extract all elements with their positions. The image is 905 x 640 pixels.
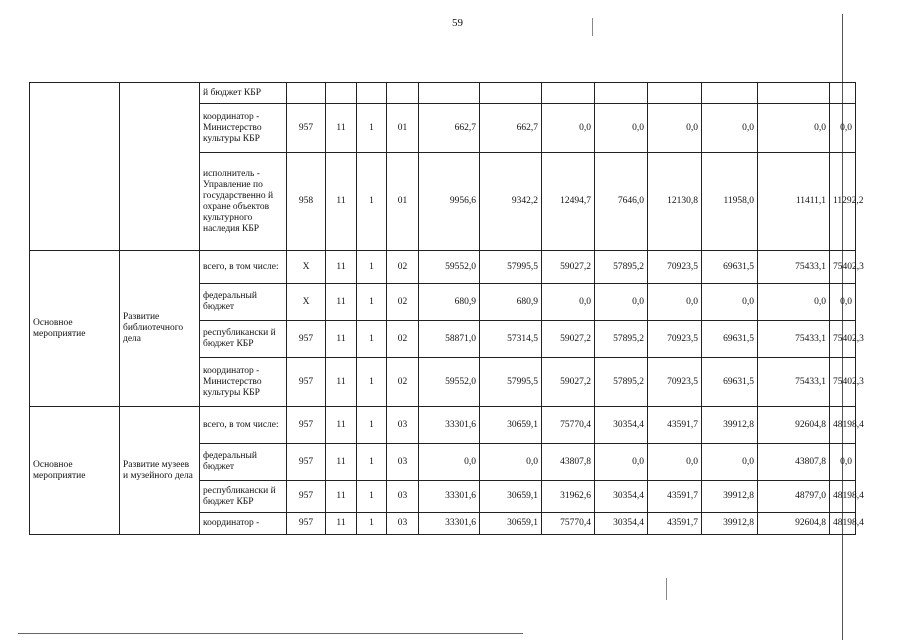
value-cell: 75770,4 xyxy=(542,407,595,444)
value-cell xyxy=(480,83,542,104)
value-cell: 0,0 xyxy=(830,444,856,481)
value-cell: 43591,7 xyxy=(648,407,702,444)
name-cell-empty xyxy=(120,83,200,251)
rz-cell: 11 xyxy=(326,153,357,251)
value-cell: 0,0 xyxy=(480,444,542,481)
event-name-cell: Развитие музеев и музейного дела xyxy=(120,407,200,535)
table-row xyxy=(30,83,856,104)
cs-cell: 01 xyxy=(387,153,419,251)
event-name-cell: Развитие библиотечного дела xyxy=(120,251,200,407)
value-cell xyxy=(595,83,648,104)
rz-cell: 11 xyxy=(326,481,357,513)
value-cell: 70923,5 xyxy=(648,358,702,407)
value-cell: 30354,4 xyxy=(595,481,648,513)
value-cell: 0,0 xyxy=(702,284,758,321)
value-cell: 30659,1 xyxy=(480,513,542,535)
value-cell: 75433,1 xyxy=(758,321,830,358)
cs-cell: 02 xyxy=(387,321,419,358)
scan-artifact xyxy=(666,578,667,600)
rz-cell: 11 xyxy=(326,104,357,153)
value-cell: 58871,0 xyxy=(419,321,480,358)
value-cell: 57995,5 xyxy=(480,251,542,284)
grbs-cell: 957 xyxy=(287,444,326,481)
value-cell: 0,0 xyxy=(702,104,758,153)
value-cell: 0,0 xyxy=(830,284,856,321)
value-cell: 9956,6 xyxy=(419,153,480,251)
pr-cell: 1 xyxy=(357,284,387,321)
value-cell: 43591,7 xyxy=(648,513,702,535)
value-cell: 11411,1 xyxy=(758,153,830,251)
value-cell: 31962,6 xyxy=(542,481,595,513)
pr-cell: 1 xyxy=(357,481,387,513)
value-cell: 57314,5 xyxy=(480,321,542,358)
grbs-cell: 957 xyxy=(287,104,326,153)
value-cell xyxy=(419,83,480,104)
grbs-cell: 957 xyxy=(287,407,326,444)
value-cell: 30659,1 xyxy=(480,407,542,444)
value-cell: 48198,4 xyxy=(830,481,856,513)
value-cell: 57895,2 xyxy=(595,358,648,407)
value-cell: 59027,2 xyxy=(542,358,595,407)
value-cell: 0,0 xyxy=(758,104,830,153)
value-cell: 12130,8 xyxy=(648,153,702,251)
pr-cell: 1 xyxy=(357,153,387,251)
value-cell: 57995,5 xyxy=(480,358,542,407)
value-cell: 662,7 xyxy=(419,104,480,153)
value-cell: 92604,8 xyxy=(758,513,830,535)
value-cell: 0,0 xyxy=(830,104,856,153)
budget-table xyxy=(29,82,864,535)
pr-cell: 1 xyxy=(357,321,387,358)
value-cell: 43807,8 xyxy=(542,444,595,481)
pr-cell: 1 xyxy=(357,104,387,153)
table-row xyxy=(30,407,856,444)
value-cell: 680,9 xyxy=(419,284,480,321)
value-cell: 0,0 xyxy=(419,444,480,481)
value-cell: 39912,8 xyxy=(702,513,758,535)
value-cell: 30659,1 xyxy=(480,481,542,513)
source-cell: исполнитель - Управление по государственно й охране объектов культурного наследия КБР xyxy=(200,153,287,251)
value-cell: 662,7 xyxy=(480,104,542,153)
value-cell: 0,0 xyxy=(702,444,758,481)
grbs-cell: 957 xyxy=(287,513,326,535)
value-cell xyxy=(542,83,595,104)
value-cell: 59027,2 xyxy=(542,321,595,358)
value-cell: 9342,2 xyxy=(480,153,542,251)
status-cell-empty xyxy=(30,83,120,251)
value-cell xyxy=(758,83,830,104)
value-cell: 33301,6 xyxy=(419,407,480,444)
value-cell: 59552,0 xyxy=(419,251,480,284)
rz-cell: 11 xyxy=(326,321,357,358)
rz-cell: 11 xyxy=(326,444,357,481)
value-cell xyxy=(648,83,702,104)
value-cell: 75402,3 xyxy=(830,321,856,358)
cs-cell: 02 xyxy=(387,358,419,407)
value-cell: 75402,3 xyxy=(830,358,856,407)
cs-cell: 02 xyxy=(387,284,419,321)
value-cell: 39912,8 xyxy=(702,481,758,513)
rz-cell: 11 xyxy=(326,513,357,535)
source-cell: й бюджет КБР xyxy=(200,83,287,104)
cs-cell: 02 xyxy=(387,251,419,284)
value-cell: 69631,5 xyxy=(702,321,758,358)
value-cell: 39912,8 xyxy=(702,407,758,444)
value-cell: 57895,2 xyxy=(595,321,648,358)
value-cell: 59027,2 xyxy=(542,251,595,284)
source-cell: координатор - Министерство культуры КБР xyxy=(200,104,287,153)
grbs-cell: Х xyxy=(287,251,326,284)
event-status-cell: Основное мероприятие xyxy=(30,251,120,407)
value-cell: 48198,4 xyxy=(830,407,856,444)
pr-cell: 1 xyxy=(357,513,387,535)
source-cell: всего, в том числе: xyxy=(200,407,287,444)
source-cell: республикански й бюджет КБР xyxy=(200,321,287,358)
rz-cell: 11 xyxy=(326,251,357,284)
event-status-cell: Основное мероприятие xyxy=(30,407,120,535)
value-cell: 75770,4 xyxy=(542,513,595,535)
source-cell: федеральный бюджет xyxy=(200,284,287,321)
value-cell: 30354,4 xyxy=(595,407,648,444)
cs-cell: 03 xyxy=(387,513,419,535)
table-row xyxy=(30,251,856,284)
value-cell: 0,0 xyxy=(595,444,648,481)
value-cell: 11958,0 xyxy=(702,153,758,251)
value-cell: 48797,0 xyxy=(758,481,830,513)
value-cell: 0,0 xyxy=(648,444,702,481)
value-cell: 0,0 xyxy=(542,104,595,153)
value-cell: 70923,5 xyxy=(648,321,702,358)
grbs-cell: 957 xyxy=(287,358,326,407)
grbs-cell: 957 xyxy=(287,321,326,358)
value-cell xyxy=(830,83,856,104)
grbs-cell: 958 xyxy=(287,153,326,251)
value-cell: 59552,0 xyxy=(419,358,480,407)
cs-cell: 01 xyxy=(387,104,419,153)
value-cell: 7646,0 xyxy=(595,153,648,251)
source-cell: всего, в том числе: xyxy=(200,251,287,284)
cs-cell: 03 xyxy=(387,481,419,513)
value-cell: 33301,6 xyxy=(419,513,480,535)
value-cell: 43807,8 xyxy=(758,444,830,481)
cs-cell: 03 xyxy=(387,444,419,481)
pr-cell: 1 xyxy=(357,251,387,284)
value-cell: 70923,5 xyxy=(648,251,702,284)
scan-bottom-rule xyxy=(18,633,523,634)
source-cell: республикански й бюджет КБР xyxy=(200,481,287,513)
value-cell: 33301,6 xyxy=(419,481,480,513)
rz-cell xyxy=(326,83,357,104)
value-cell: 69631,5 xyxy=(702,358,758,407)
value-cell: 43591,7 xyxy=(648,481,702,513)
value-cell: 75433,1 xyxy=(758,358,830,407)
grbs-cell: 957 xyxy=(287,481,326,513)
pr-cell: 1 xyxy=(357,358,387,407)
value-cell: 680,9 xyxy=(480,284,542,321)
value-cell: 75433,1 xyxy=(758,251,830,284)
pr-cell: 1 xyxy=(357,407,387,444)
source-cell: координатор - Министерство культуры КБР xyxy=(200,358,287,407)
source-cell: координатор - xyxy=(200,513,287,535)
value-cell: 0,0 xyxy=(758,284,830,321)
rz-cell: 11 xyxy=(326,284,357,321)
value-cell xyxy=(702,83,758,104)
page-number: 59 xyxy=(452,17,463,29)
scan-artifact xyxy=(592,18,593,36)
cs-cell xyxy=(387,83,419,104)
value-cell: 0,0 xyxy=(542,284,595,321)
value-cell: 92604,8 xyxy=(758,407,830,444)
value-cell: 0,0 xyxy=(595,284,648,321)
grbs-cell: Х xyxy=(287,284,326,321)
value-cell: 12494,7 xyxy=(542,153,595,251)
value-cell: 57895,2 xyxy=(595,251,648,284)
value-cell: 75402,3 xyxy=(830,251,856,284)
value-cell: 0,0 xyxy=(648,284,702,321)
grbs-cell xyxy=(287,83,326,104)
value-cell: 0,0 xyxy=(595,104,648,153)
rz-cell: 11 xyxy=(326,358,357,407)
value-cell: 69631,5 xyxy=(702,251,758,284)
source-cell: федеральный бюджет xyxy=(200,444,287,481)
pr-cell: 1 xyxy=(357,444,387,481)
value-cell: 30354,4 xyxy=(595,513,648,535)
value-cell: 48198,4 xyxy=(830,513,856,535)
pr-cell xyxy=(357,83,387,104)
value-cell: 11292,2 xyxy=(830,153,856,251)
value-cell: 0,0 xyxy=(648,104,702,153)
rz-cell: 11 xyxy=(326,407,357,444)
cs-cell: 03 xyxy=(387,407,419,444)
